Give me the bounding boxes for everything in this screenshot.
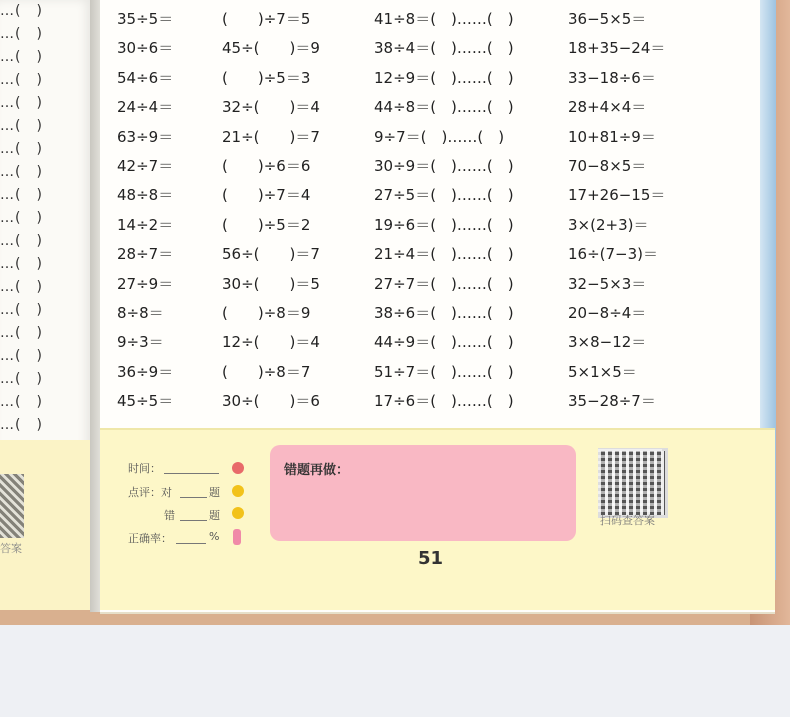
exercise-row [100, 126, 775, 154]
left-page-row: …( ) [0, 371, 43, 387]
exercise-mixed-operation: 16÷(7−3)＝ [568, 245, 659, 264]
left-page-row: …( ) [0, 72, 43, 88]
correct-blank [180, 497, 207, 498]
correct-unit: 题 [209, 486, 220, 499]
exercise-mixed-operation: 18+35−24＝ [568, 39, 666, 58]
exercise-missing-number: 30÷( )＝6 [222, 392, 320, 411]
exercise-row [100, 37, 775, 65]
left-page-row: …( ) [0, 187, 43, 203]
exercise-remainder: 19÷6＝( )……( ) [374, 215, 514, 234]
exercise-remainder: 44÷8＝( )……( ) [374, 98, 514, 117]
time-label: 时间： [128, 462, 161, 475]
exercise-row [100, 243, 775, 271]
qr-code-overlay [598, 448, 662, 512]
exercise-missing-number: 32÷( )＝4 [222, 98, 320, 117]
exercise-division: 63÷9＝ [117, 127, 174, 146]
accuracy-label: 正确率： [128, 532, 172, 545]
left-page-row: …( ) [0, 394, 43, 410]
time-blank [164, 473, 219, 474]
exercise-row [100, 390, 775, 418]
exercise-row [100, 155, 775, 183]
exercise-mixed-operation: 36−5×5＝ [568, 10, 647, 28]
left-page-row: …( ) [0, 256, 43, 272]
exercise-remainder: 44÷9＝( )……( ) [374, 333, 514, 352]
worksheet-footer [100, 428, 775, 610]
accuracy-blank [176, 543, 206, 544]
exercise-division: 48÷8＝ [117, 186, 174, 205]
left-qr-label: 答案 [0, 542, 22, 555]
left-page-row: …( ) [0, 279, 43, 295]
exercise-remainder: 30÷9＝( )……( ) [374, 157, 514, 175]
exercise-row [100, 67, 775, 95]
exercise-remainder: 17÷6＝( )……( ) [374, 392, 514, 411]
redo-title: 错题再做： [284, 463, 350, 478]
exercise-division: 45÷5＝ [117, 392, 174, 411]
left-page-row: …( ) [0, 118, 43, 134]
exercise-remainder: 38÷6＝( )……( ) [374, 304, 514, 322]
wrong-blank [180, 520, 207, 521]
exercise-missing-number: ( )÷8＝7 [222, 362, 311, 381]
left-page-row: …( ) [0, 26, 43, 42]
wrong-label: 错 [164, 509, 175, 522]
exercise-remainder: 12÷9＝( )……( ) [374, 68, 514, 87]
exercise-mixed-operation: 20−8÷4＝ [568, 304, 647, 322]
exercise-missing-number: 12÷( )＝4 [222, 333, 320, 352]
exercise-missing-number: ( )÷6＝6 [222, 157, 311, 175]
exercise-division: 42÷7＝ [117, 157, 174, 175]
exercise-mixed-operation: 17+26−15＝ [568, 186, 666, 205]
exercise-division: 54÷6＝ [117, 68, 174, 87]
exercise-division: 8÷8＝ [117, 304, 164, 322]
exercise-row [100, 8, 775, 36]
exercise-row [100, 361, 775, 389]
exercise-division: 14÷2＝ [117, 215, 174, 234]
exercise-division: 27÷9＝ [117, 274, 174, 293]
exercise-mixed-operation: 35−28÷7＝ [568, 392, 656, 411]
left-page-row: …( ) [0, 417, 43, 433]
exercise-remainder: 51÷7＝( )……( ) [374, 362, 514, 381]
clock-icon [232, 462, 244, 474]
comment-label: 点评：对 [128, 486, 172, 499]
exercise-row [100, 214, 775, 242]
rabbit-icon [233, 529, 241, 545]
left-page-row: …( ) [0, 302, 43, 318]
exercise-remainder: 38÷4＝( )……( ) [374, 39, 514, 58]
percent-sign: % [209, 530, 220, 543]
exercise-mixed-operation: 10+81÷9＝ [568, 127, 656, 146]
exercise-remainder: 9÷7＝( )……( ) [374, 127, 505, 146]
exercise-missing-number: ( )÷8＝9 [222, 304, 311, 322]
exercise-missing-number: ( )÷7＝5 [222, 10, 311, 28]
exercise-row [100, 302, 775, 330]
exercise-remainder: 21÷4＝( )……( ) [374, 245, 514, 264]
smile-icon [232, 485, 244, 497]
exercise-remainder: 41÷8＝( )……( ) [374, 10, 514, 28]
exercise-division: 9÷3＝ [117, 333, 164, 352]
left-page-row: …( ) [0, 325, 43, 341]
exercise-missing-number: ( )÷5＝3 [222, 68, 311, 87]
exercise-row [100, 96, 775, 124]
exercise-mixed-operation: 32−5×3＝ [568, 274, 647, 293]
left-page-row: …( ) [0, 233, 43, 249]
left-page-row: …( ) [0, 95, 43, 111]
exercise-division: 28÷7＝ [117, 245, 174, 264]
page-number: 51 [418, 548, 444, 569]
exercise-mixed-operation: 28+4×4＝ [568, 98, 647, 117]
left-page-row: …( ) [0, 49, 43, 65]
exercise-mixed-operation: 5×1×5＝ [568, 362, 637, 381]
exercise-remainder: 27÷5＝( )……( ) [374, 186, 514, 205]
exercise-remainder: 27÷7＝( )……( ) [374, 274, 514, 293]
exercise-missing-number: 30÷( )＝5 [222, 274, 320, 293]
sad-face-icon [232, 507, 244, 519]
wrong-unit: 题 [209, 509, 220, 522]
exercise-missing-number: 45÷( )＝9 [222, 39, 320, 58]
exercise-division: 36÷9＝ [117, 362, 174, 381]
exercise-row [100, 273, 775, 301]
left-page-row: …( ) [0, 3, 43, 19]
redo-mistakes-box [270, 445, 576, 541]
exercise-division: 30÷6＝ [117, 39, 174, 58]
exercise-mixed-operation: 70−8×5＝ [568, 157, 647, 175]
exercise-missing-number: 56÷( )＝7 [222, 245, 320, 264]
exercise-missing-number: ( )÷5＝2 [222, 215, 311, 234]
exercise-missing-number: ( )÷7＝4 [222, 186, 311, 205]
exercise-mixed-operation: 33−18÷6＝ [568, 68, 656, 87]
exercise-division: 35÷5＝ [117, 10, 174, 28]
exercise-mixed-operation: 3×8−12＝ [568, 333, 647, 352]
left-page-row: …( ) [0, 210, 43, 226]
exercise-mixed-operation: 3×(2+3)＝ [568, 215, 649, 234]
left-qr-code [0, 474, 24, 538]
exercise-missing-number: 21÷( )＝7 [222, 127, 320, 146]
qr-label: 扫码查答案 [600, 514, 655, 527]
left-page-row: …( ) [0, 164, 43, 180]
exercise-row [100, 184, 775, 212]
left-page-row: …( ) [0, 141, 43, 157]
exercise-division: 24÷4＝ [117, 98, 174, 117]
exercise-row [100, 331, 775, 359]
left-page-row: …( ) [0, 348, 43, 364]
